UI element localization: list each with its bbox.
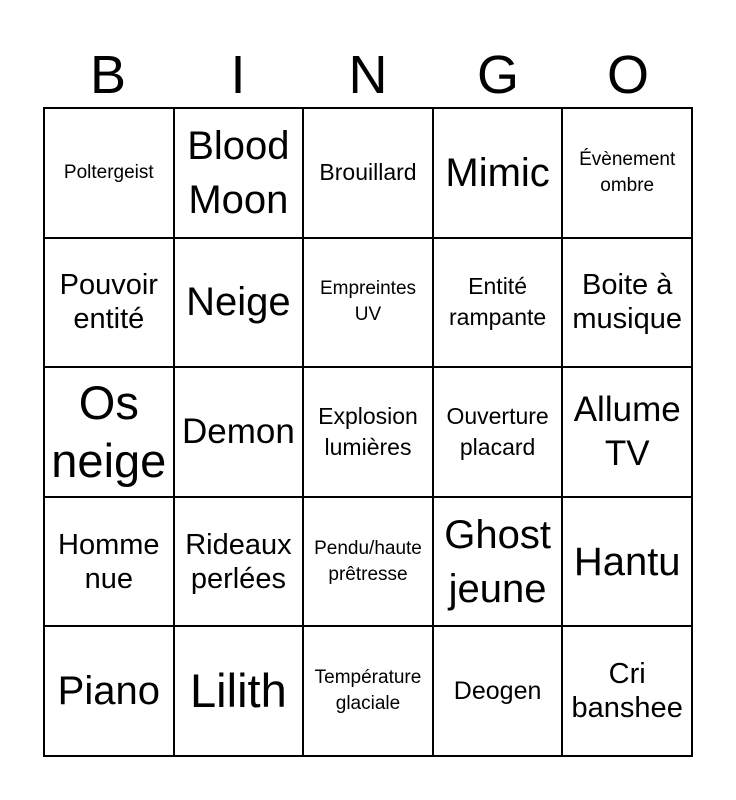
- bingo-cell[interactable]: [563, 109, 693, 239]
- bingo-cell[interactable]: [45, 109, 175, 239]
- bingo-cell-label: Mimic: [445, 150, 550, 195]
- bingo-cell[interactable]: [304, 109, 434, 239]
- bingo-cell[interactable]: [434, 239, 564, 369]
- bingo-cell-label: Rideaux perlées: [185, 528, 292, 595]
- header-letter-g: G: [476, 45, 519, 105]
- bingo-cell-label: Brouillard: [319, 159, 417, 186]
- bingo-cell-label: Neige: [186, 280, 291, 325]
- bingo-cell-label: Explosion lumières: [318, 402, 418, 460]
- bingo-header: [43, 44, 693, 106]
- bingo-cell[interactable]: [434, 498, 564, 628]
- bingo-cell-label: Homme nue: [58, 528, 160, 595]
- bingo-cell-label: Poltergeist: [63, 161, 154, 183]
- bingo-cell-label: Température glaciale: [314, 667, 422, 715]
- bingo-cell[interactable]: [175, 498, 305, 628]
- bingo-cell[interactable]: [563, 239, 693, 369]
- bingo-cell-label: Évènement ombre: [579, 148, 676, 196]
- bingo-cell-label: Os neige: [51, 375, 167, 487]
- bingo-cell-label: Pendu/haute prêtresse: [314, 537, 422, 585]
- bingo-cell[interactable]: [175, 239, 305, 369]
- bingo-cell[interactable]: [45, 627, 175, 757]
- bingo-cell[interactable]: [45, 368, 175, 498]
- bingo-cell[interactable]: [434, 627, 564, 757]
- bingo-cell-label: Empreintes UV: [319, 278, 417, 326]
- header-letter-b: B: [89, 45, 127, 105]
- bingo-cell-label: Lilith: [190, 664, 287, 718]
- bingo-cell-label: Entité rampante: [449, 273, 547, 331]
- bingo-cell-label: Piano: [57, 669, 160, 714]
- bingo-cell-label: Boite à musique: [572, 269, 682, 336]
- bingo-cell[interactable]: [175, 109, 305, 239]
- bingo-cell[interactable]: [45, 498, 175, 628]
- bingo-cell[interactable]: [434, 368, 564, 498]
- bingo-cell-label: Pouvoir entité: [59, 269, 158, 336]
- header-letter-n: N: [348, 45, 388, 105]
- bingo-cell[interactable]: [304, 368, 434, 498]
- bingo-cell-label: Allume TV: [573, 389, 681, 473]
- bingo-cell[interactable]: [175, 368, 305, 498]
- bingo-cell-label: Demon: [181, 411, 295, 451]
- bingo-cell-label: Ghost jeune: [444, 512, 551, 611]
- bingo-cell[interactable]: [304, 239, 434, 369]
- bingo-cell[interactable]: [563, 498, 693, 628]
- bingo-cell[interactable]: [563, 627, 693, 757]
- bingo-cell-label: Deogen: [453, 677, 542, 706]
- bingo-cell[interactable]: [45, 239, 175, 369]
- bingo-cell[interactable]: [304, 627, 434, 757]
- header-letter-o: O: [606, 45, 649, 105]
- bingo-cell[interactable]: [434, 109, 564, 239]
- bingo-card-grid: [43, 107, 693, 757]
- bingo-cell-label: Cri banshee: [571, 658, 683, 725]
- bingo-cell[interactable]: [175, 627, 305, 757]
- bingo-cell[interactable]: [304, 498, 434, 628]
- bingo-cell[interactable]: [563, 368, 693, 498]
- bingo-cell-label: Blood Moon: [187, 123, 290, 222]
- header-letter-i: I: [230, 45, 246, 105]
- bingo-cell-label: Ouverture placard: [446, 402, 549, 460]
- bingo-cell-label: Hantu: [573, 539, 681, 584]
